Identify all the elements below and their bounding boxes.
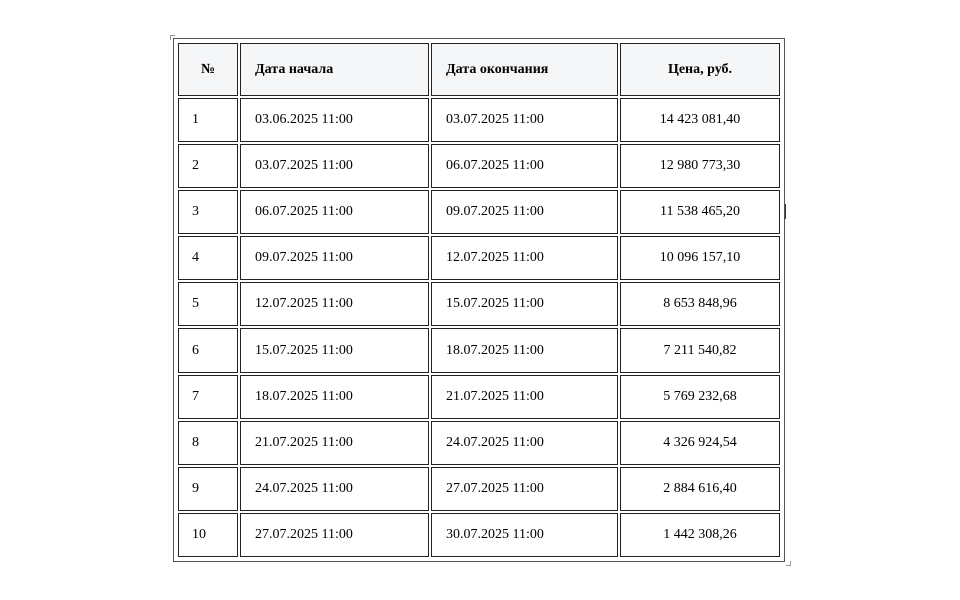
row-price: 12 980 773,30: [620, 144, 780, 188]
row-start-date: 03.07.2025 11:00: [240, 144, 429, 188]
row-end-date: 21.07.2025 11:00: [431, 375, 618, 419]
row-price: 2 884 616,40: [620, 467, 780, 511]
table-row: [178, 375, 780, 419]
row-end-date: 09.07.2025 11:00: [431, 190, 618, 234]
row-number: 5: [178, 282, 238, 326]
row-price: 5 769 232,68: [620, 375, 780, 419]
row-end-date: 06.07.2025 11:00: [431, 144, 618, 188]
row-end-date: 30.07.2025 11:00: [431, 513, 618, 557]
table-row: [178, 190, 780, 234]
table-corner-marker-bottom-right: [786, 561, 791, 566]
row-start-date: 06.07.2025 11:00: [240, 190, 429, 234]
row-end-date: 15.07.2025 11:00: [431, 282, 618, 326]
price-schedule-table: [176, 41, 782, 559]
row-number: 2: [178, 144, 238, 188]
header-price: Цена, руб.: [620, 43, 780, 96]
price-schedule-table-container: [173, 38, 785, 562]
row-start-date: 24.07.2025 11:00: [240, 467, 429, 511]
row-price: 8 653 848,96: [620, 282, 780, 326]
row-number: 10: [178, 513, 238, 557]
row-price: 4 326 924,54: [620, 421, 780, 465]
row-number: 7: [178, 375, 238, 419]
row-number: 9: [178, 467, 238, 511]
header-number: №: [178, 43, 238, 96]
row-end-date: 12.07.2025 11:00: [431, 236, 618, 280]
row-start-date: 15.07.2025 11:00: [240, 328, 429, 372]
table-row: [178, 282, 780, 326]
row-price: 7 211 540,82: [620, 328, 780, 372]
table-row: [178, 98, 780, 142]
row-price: 1 442 308,26: [620, 513, 780, 557]
row-number: 4: [178, 236, 238, 280]
table-row: [178, 513, 780, 557]
row-number: 1: [178, 98, 238, 142]
row-end-date: 24.07.2025 11:00: [431, 421, 618, 465]
row-price: 14 423 081,40: [620, 98, 780, 142]
row-start-date: 21.07.2025 11:00: [240, 421, 429, 465]
row-start-date: 12.07.2025 11:00: [240, 282, 429, 326]
row-start-date: 27.07.2025 11:00: [240, 513, 429, 557]
header-end-date: Дата окончания: [431, 43, 618, 96]
row-price: 11 538 465,20: [620, 190, 780, 234]
row-end-date: 03.07.2025 11:00: [431, 98, 618, 142]
row-start-date: 03.06.2025 11:00: [240, 98, 429, 142]
row-number: 8: [178, 421, 238, 465]
row-number: 3: [178, 190, 238, 234]
table-row: [178, 421, 780, 465]
row-end-date: 27.07.2025 11:00: [431, 467, 618, 511]
row-end-date: 18.07.2025 11:00: [431, 328, 618, 372]
row-start-date: 09.07.2025 11:00: [240, 236, 429, 280]
row-start-date: 18.07.2025 11:00: [240, 375, 429, 419]
table-row: [178, 236, 780, 280]
table-header-row: [178, 43, 780, 96]
row-price: 10 096 157,10: [620, 236, 780, 280]
table-row: [178, 144, 780, 188]
table-row: [178, 328, 780, 372]
header-start-date: Дата начала: [240, 43, 429, 96]
table-row: [178, 467, 780, 511]
row-number: 6: [178, 328, 238, 372]
